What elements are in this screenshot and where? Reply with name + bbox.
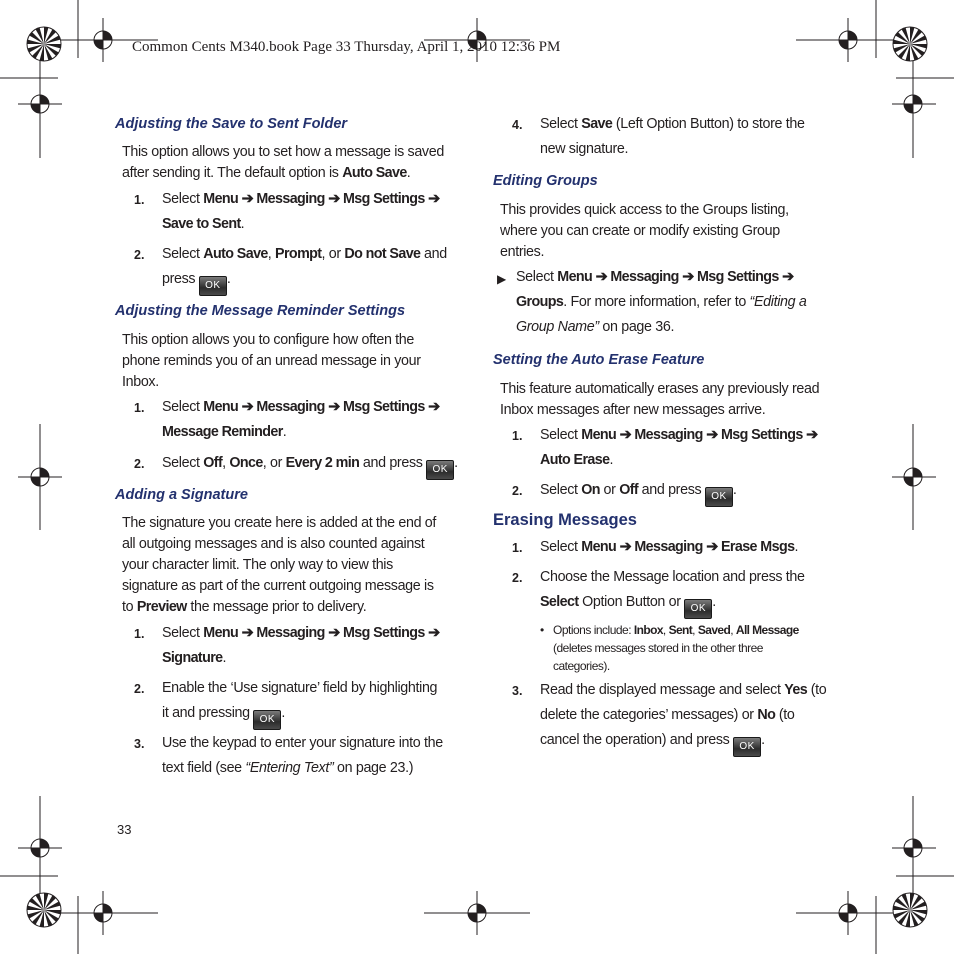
step-number: 1. xyxy=(134,627,145,641)
step-text: Enable the ‘Use signature’ field by highlighting it and pressing OK . xyxy=(162,676,437,730)
section-title: Editing Groups xyxy=(493,173,598,189)
step-text: Use the keypad to enter your signature into the text field (see “Entering Text” on page 23.) xyxy=(162,735,443,776)
section-title: Adding a Signature xyxy=(115,487,248,503)
bullet-dot-icon: • xyxy=(540,623,545,637)
step-number: 4. xyxy=(512,118,523,132)
step-number: 1. xyxy=(134,193,145,207)
step-number: 1. xyxy=(512,429,523,443)
step-text: Select Menu ➔ Messaging ➔ Erase Msgs. xyxy=(540,539,799,555)
step-number: 3. xyxy=(134,737,145,751)
paragraph: The signature you create here is added at the end of all outgoing messages and is also counted against your character limit. The only way to view this signature as part of the current outgoing message is to Preview the message prior to delivery. xyxy=(122,515,437,615)
step-text: Select Menu ➔ Messaging ➔ Msg Settings ➔ Message Reminder. xyxy=(162,399,440,440)
step-number: 1. xyxy=(512,541,523,555)
step-text: Choose the Message location and press the Select Option Button or OK . xyxy=(540,565,805,619)
step-number: 2. xyxy=(134,248,145,262)
ok-button-icon: OK xyxy=(733,737,761,757)
step-text: Read the displayed message and select Yes (to delete the categories’ messages) or No (to cancel the operation) and press OK . xyxy=(540,678,826,757)
page-header: Common Cents M340.book Page 33 Thursday, April 1, 2010 12:36 PM xyxy=(132,39,561,55)
paragraph: This provides quick access to the Groups listing, where you can create or modify existing Group entries. xyxy=(500,202,789,260)
triangle-bullet-icon: ▶ xyxy=(497,272,507,286)
step-number: 2. xyxy=(134,682,145,696)
section-title: Adjusting the Message Reminder Settings xyxy=(115,303,406,319)
step-text: Select Auto Save, Prompt, or Do not Save and press OK . xyxy=(162,242,447,296)
paragraph: This option allows you to set how a message is saved after sending it. The default option is Auto Save. xyxy=(122,144,444,181)
step-number: 2. xyxy=(512,571,523,585)
step-number: 2. xyxy=(134,457,145,471)
sub-bullet-text: Options include: Inbox, Sent, Saved, All Message (deletes messages stored in the other three categories). xyxy=(553,623,799,673)
page-number: 33 xyxy=(117,822,132,837)
step-text: Select Menu ➔ Messaging ➔ Msg Settings ➔ Signature. xyxy=(162,625,440,666)
ok-button-icon: OK xyxy=(684,599,712,619)
ok-button-icon: OK xyxy=(705,487,733,507)
step-number: 2. xyxy=(512,484,523,498)
section-title: Setting the Auto Erase Feature xyxy=(493,352,705,368)
section-heading: Erasing Messages xyxy=(493,511,637,529)
ok-button-icon: OK xyxy=(199,276,227,296)
step-text: Select Off, Once, or Every 2 min and press OK . xyxy=(162,451,458,480)
step-text: Select Menu ➔ Messaging ➔ Msg Settings ➔ Auto Erase. xyxy=(540,427,818,468)
ok-button-icon: OK xyxy=(253,710,281,730)
step-text: Select On or Off and press OK . xyxy=(540,478,737,507)
step-text: Select Menu ➔ Messaging ➔ Msg Settings ➔ Save to Sent. xyxy=(162,191,440,232)
ok-button-icon: OK xyxy=(426,460,454,480)
step-number: 1. xyxy=(134,401,145,415)
section-title: Adjusting the Save to Sent Folder xyxy=(115,116,348,132)
step-text: Select Menu ➔ Messaging ➔ Msg Settings ➔ Groups. For more information, refer to “Editing a Group Name” on page 36. xyxy=(516,269,807,335)
paragraph: This feature automatically erases any previously read Inbox messages after new messages arrive. xyxy=(500,381,820,418)
step-text: Select Save (Left Option Button) to store the new signature. xyxy=(540,116,805,157)
paragraph: This option allows you to configure how often the phone reminds you of an unread message in your Inbox. xyxy=(122,332,421,390)
step-number: 3. xyxy=(512,684,523,698)
